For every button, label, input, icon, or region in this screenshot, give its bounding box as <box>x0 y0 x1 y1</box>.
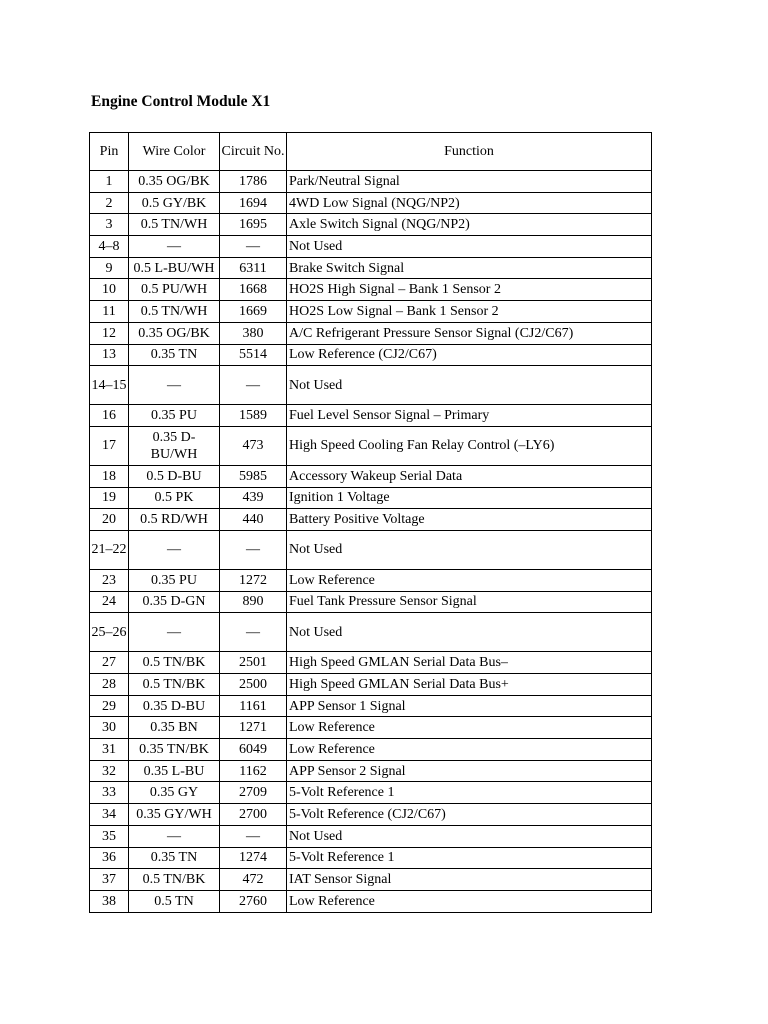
table-row <box>90 426 652 465</box>
pin-cell: 21–22 <box>90 530 129 569</box>
circuit-no-cell: 380 <box>220 322 287 344</box>
pin-cell: 12 <box>90 322 129 344</box>
circuit-no-cell: 2760 <box>220 890 287 912</box>
pin-cell: 28 <box>90 674 129 696</box>
function-cell: Low Reference <box>287 890 652 912</box>
wire-color-cell: 0.35 OG/BK <box>129 171 220 193</box>
pin-cell: 38 <box>90 890 129 912</box>
circuit-no-cell: 2501 <box>220 652 287 674</box>
wire-color-cell: 0.35 D-BU/WH <box>129 426 220 465</box>
table-row <box>90 279 652 301</box>
function-cell: Battery Positive Voltage <box>287 509 652 531</box>
pin-cell: 3 <box>90 214 129 236</box>
function-cell: Low Reference <box>287 569 652 591</box>
wire-color-cell: 0.35 GY <box>129 782 220 804</box>
wire-color-cell: 0.35 TN <box>129 847 220 869</box>
function-cell: 5-Volt Reference 1 <box>287 847 652 869</box>
wire-color-cell: — <box>129 366 220 405</box>
wire-color-cell: 0.5 GY/BK <box>129 192 220 214</box>
function-cell: Accessory Wakeup Serial Data <box>287 465 652 487</box>
pinout-table <box>89 132 652 913</box>
wire-color-cell: 0.5 PU/WH <box>129 279 220 301</box>
wire-color-cell: 0.35 OG/BK <box>129 322 220 344</box>
circuit-no-cell: 472 <box>220 869 287 891</box>
function-cell: High Speed Cooling Fan Relay Control (–LY6) <box>287 426 652 465</box>
circuit-no-cell: 1271 <box>220 717 287 739</box>
pin-cell: 11 <box>90 301 129 323</box>
circuit-no-cell: 5514 <box>220 344 287 366</box>
circuit-no-cell: 1786 <box>220 171 287 193</box>
table-row <box>90 674 652 696</box>
table-row <box>90 236 652 258</box>
circuit-no-cell: 1695 <box>220 214 287 236</box>
wire-color-cell: 0.35 D-GN <box>129 591 220 613</box>
function-cell: High Speed GMLAN Serial Data Bus– <box>287 652 652 674</box>
header-wire-color: Wire Color <box>129 133 220 171</box>
table-row <box>90 214 652 236</box>
wire-color-cell: 0.5 D-BU <box>129 465 220 487</box>
pin-cell: 19 <box>90 487 129 509</box>
table-row <box>90 613 652 652</box>
table-row <box>90 192 652 214</box>
pin-cell: 13 <box>90 344 129 366</box>
circuit-no-cell: 2700 <box>220 804 287 826</box>
circuit-no-cell: 1274 <box>220 847 287 869</box>
pin-cell: 17 <box>90 426 129 465</box>
circuit-no-cell: 1669 <box>220 301 287 323</box>
table-row <box>90 257 652 279</box>
circuit-no-cell: — <box>220 530 287 569</box>
circuit-no-cell: 440 <box>220 509 287 531</box>
pin-cell: 32 <box>90 760 129 782</box>
table-row <box>90 869 652 891</box>
table-row <box>90 569 652 591</box>
wire-color-cell: 0.5 L-BU/WH <box>129 257 220 279</box>
table-row <box>90 344 652 366</box>
pin-cell: 29 <box>90 695 129 717</box>
circuit-no-cell: — <box>220 236 287 258</box>
circuit-no-cell: 2500 <box>220 674 287 696</box>
wire-color-cell: 0.5 TN/BK <box>129 869 220 891</box>
function-cell: 5-Volt Reference 1 <box>287 782 652 804</box>
pin-cell: 37 <box>90 869 129 891</box>
function-cell: APP Sensor 2 Signal <box>287 760 652 782</box>
function-cell: Park/Neutral Signal <box>287 171 652 193</box>
wire-color-cell: 0.5 RD/WH <box>129 509 220 531</box>
wire-color-cell: — <box>129 613 220 652</box>
circuit-no-cell: 1272 <box>220 569 287 591</box>
table-row <box>90 717 652 739</box>
table-row <box>90 739 652 761</box>
function-cell: Not Used <box>287 530 652 569</box>
table-row <box>90 890 652 912</box>
circuit-no-cell: — <box>220 366 287 405</box>
wire-color-cell: — <box>129 530 220 569</box>
function-cell: Low Reference (CJ2/C67) <box>287 344 652 366</box>
pin-cell: 10 <box>90 279 129 301</box>
wire-color-cell: 0.35 D-BU <box>129 695 220 717</box>
circuit-no-cell: 1589 <box>220 405 287 427</box>
wire-color-cell: 0.5 TN <box>129 890 220 912</box>
pin-cell: 14–15 <box>90 366 129 405</box>
function-cell: High Speed GMLAN Serial Data Bus+ <box>287 674 652 696</box>
function-cell: IAT Sensor Signal <box>287 869 652 891</box>
wire-color-cell: — <box>129 825 220 847</box>
table-row <box>90 301 652 323</box>
table-row <box>90 652 652 674</box>
pin-cell: 27 <box>90 652 129 674</box>
function-cell: Fuel Level Sensor Signal – Primary <box>287 405 652 427</box>
pin-cell: 34 <box>90 804 129 826</box>
wire-color-cell: 0.5 PK <box>129 487 220 509</box>
wire-color-cell: 0.5 TN/BK <box>129 652 220 674</box>
circuit-no-cell: 1668 <box>220 279 287 301</box>
table-row <box>90 695 652 717</box>
function-cell: 4WD Low Signal (NQG/NP2) <box>287 192 652 214</box>
table-row <box>90 760 652 782</box>
function-cell: Brake Switch Signal <box>287 257 652 279</box>
table-row <box>90 782 652 804</box>
pin-cell: 1 <box>90 171 129 193</box>
table-row <box>90 847 652 869</box>
pin-cell: 30 <box>90 717 129 739</box>
pin-cell: 31 <box>90 739 129 761</box>
function-cell: Not Used <box>287 236 652 258</box>
table-header-row <box>90 133 652 171</box>
wire-color-cell: 0.35 TN <box>129 344 220 366</box>
pin-cell: 18 <box>90 465 129 487</box>
wire-color-cell: 0.5 TN/WH <box>129 214 220 236</box>
function-cell: A/C Refrigerant Pressure Sensor Signal (CJ2/C67) <box>287 322 652 344</box>
function-cell: Not Used <box>287 825 652 847</box>
function-cell: Ignition 1 Voltage <box>287 487 652 509</box>
pin-cell: 23 <box>90 569 129 591</box>
pin-cell: 35 <box>90 825 129 847</box>
function-cell: APP Sensor 1 Signal <box>287 695 652 717</box>
function-cell: Fuel Tank Pressure Sensor Signal <box>287 591 652 613</box>
function-cell: Low Reference <box>287 717 652 739</box>
function-cell: Not Used <box>287 366 652 405</box>
circuit-no-cell: 1161 <box>220 695 287 717</box>
circuit-no-cell: 1162 <box>220 760 287 782</box>
wire-color-cell: 0.35 PU <box>129 405 220 427</box>
pin-cell: 33 <box>90 782 129 804</box>
wire-color-cell: 0.5 TN/BK <box>129 674 220 696</box>
pin-cell: 24 <box>90 591 129 613</box>
circuit-no-cell: — <box>220 825 287 847</box>
header-pin: Pin <box>90 133 129 171</box>
table-row <box>90 322 652 344</box>
wire-color-cell: 0.35 TN/BK <box>129 739 220 761</box>
document-title: Engine Control Module X1 <box>91 93 271 110</box>
pin-cell: 16 <box>90 405 129 427</box>
function-cell: Not Used <box>287 613 652 652</box>
wire-color-cell: 0.35 BN <box>129 717 220 739</box>
function-cell: HO2S Low Signal – Bank 1 Sensor 2 <box>287 301 652 323</box>
pin-cell: 20 <box>90 509 129 531</box>
circuit-no-cell: 1694 <box>220 192 287 214</box>
circuit-no-cell: 2709 <box>220 782 287 804</box>
table-row <box>90 366 652 405</box>
pin-cell: 4–8 <box>90 236 129 258</box>
wire-color-cell: 0.35 GY/WH <box>129 804 220 826</box>
function-cell: Low Reference <box>287 739 652 761</box>
circuit-no-cell: 890 <box>220 591 287 613</box>
circuit-no-cell: 473 <box>220 426 287 465</box>
table-row <box>90 465 652 487</box>
circuit-no-cell: 6311 <box>220 257 287 279</box>
circuit-no-cell: 6049 <box>220 739 287 761</box>
circuit-no-cell: — <box>220 613 287 652</box>
table-row <box>90 405 652 427</box>
wire-color-cell: 0.35 L-BU <box>129 760 220 782</box>
table-row <box>90 171 652 193</box>
table-row <box>90 487 652 509</box>
circuit-no-cell: 5985 <box>220 465 287 487</box>
pin-cell: 25–26 <box>90 613 129 652</box>
function-cell: 5-Volt Reference (CJ2/C67) <box>287 804 652 826</box>
pin-cell: 36 <box>90 847 129 869</box>
table-row <box>90 509 652 531</box>
header-function: Function <box>287 133 652 171</box>
pin-cell: 2 <box>90 192 129 214</box>
table-row <box>90 530 652 569</box>
table-row <box>90 804 652 826</box>
wire-color-cell: 0.5 TN/WH <box>129 301 220 323</box>
table-row <box>90 591 652 613</box>
circuit-no-cell: 439 <box>220 487 287 509</box>
function-cell: HO2S High Signal – Bank 1 Sensor 2 <box>287 279 652 301</box>
header-circuit-no: Circuit No. <box>220 133 287 171</box>
wire-color-cell: 0.35 PU <box>129 569 220 591</box>
table-row <box>90 825 652 847</box>
pin-cell: 9 <box>90 257 129 279</box>
function-cell: Axle Switch Signal (NQG/NP2) <box>287 214 652 236</box>
wire-color-cell: — <box>129 236 220 258</box>
